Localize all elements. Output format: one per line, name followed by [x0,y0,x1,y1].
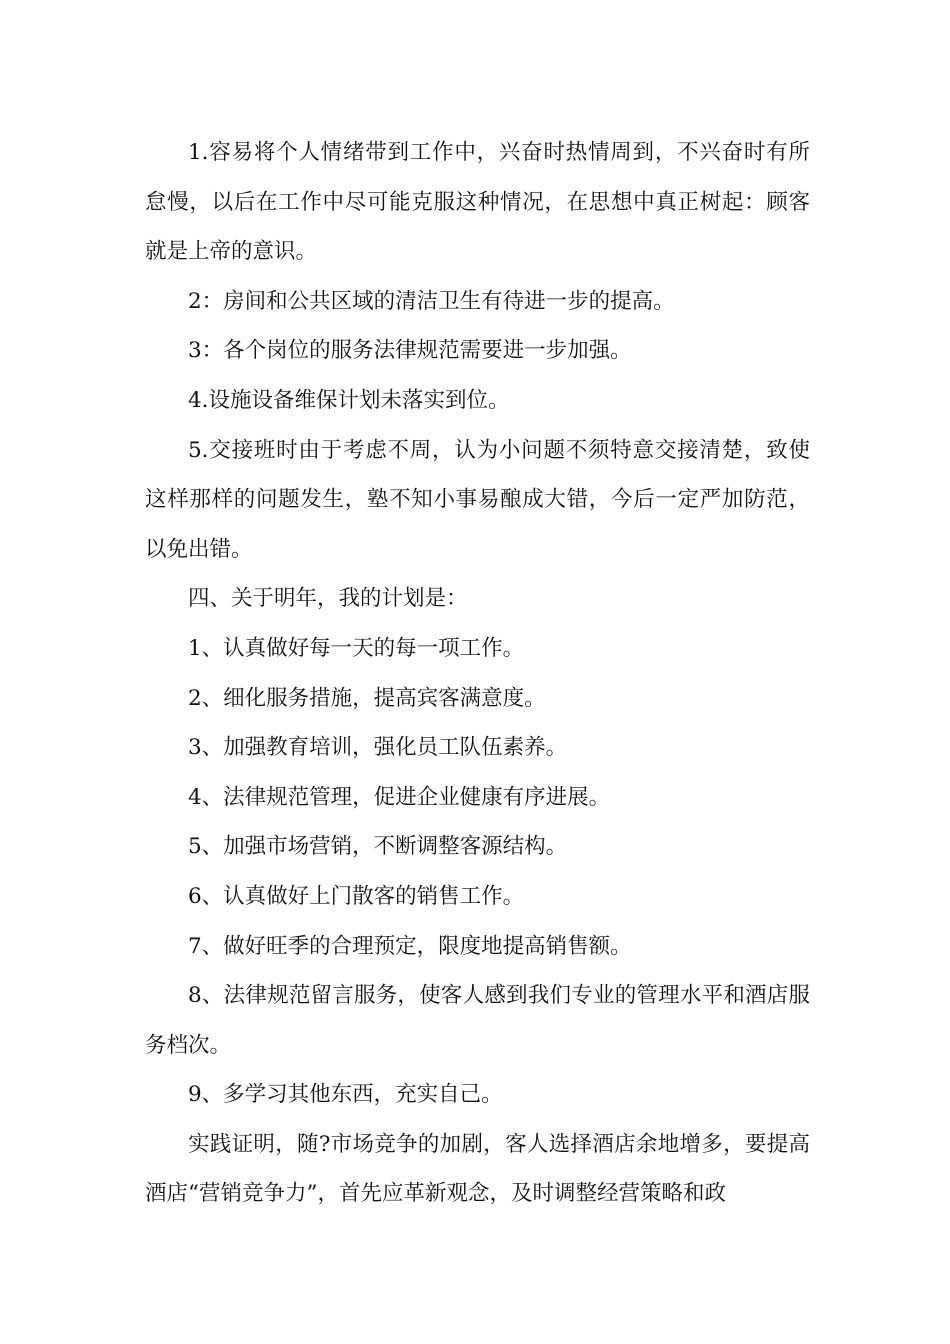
paragraph-conclusion: 实践证明，随?市场竞争的加剧，客人选择酒店余地增多，要提高酒店“营销竞争力”，首先应革新观念，及时调整经营策略和政 [145,1131,810,1207]
paragraph-issue-1: 1.容易将个人情绪带到工作中，兴奋时热情周到，不兴奋时有所怠慢，以后在工作中尽可能克服这种情况，在思想中真正树起：顾客就是上帝的意识。 [145,140,810,265]
section-heading-plan: 四、关于明年，我的计划是： [188,586,468,612]
plan-item-7: 7、做好旺季的合理预定，限度地提高销售额。 [188,933,632,959]
paragraph-issue-2: 2：房间和公共区域的清洁卫生有待进一步的提高。 [188,288,675,314]
plan-item-5: 5、加强市场营销，不断调整客源结构。 [188,834,568,860]
plan-item-4: 4、法律规范管理，促进企业健康有序进展。 [188,784,611,810]
plan-item-6: 6、认真做好上门散客的销售工作。 [188,883,525,909]
paragraph-issue-5: 5.交接班时由于考虑不周，认为小问题不须特意交接清楚，致使这样那样的问题发生，塾不知小事易酿成大错，今后一定严加防范，以免出错。 [145,437,810,562]
plan-item-1: 1、认真做好每一天的每一项工作。 [188,635,525,661]
plan-item-3: 3、加强教育培训，强化员工队伍素养。 [188,735,568,761]
document-body [145,128,810,1219]
plan-item-9: 9、多学习其他东西，充实自己。 [188,1082,503,1108]
plan-item-2: 2、细化服务措施，提高宾客满意度。 [188,685,546,711]
plan-item-8: 8、法律规范留言服务，使客人感到我们专业的管理水平和酒店服务档次。 [145,983,810,1058]
paragraph-issue-4: 4.设施设备维保计划未落实到位。 [188,387,510,413]
paragraph-issue-3: 3：各个岗位的服务法律规范需要进一步加强。 [188,338,632,364]
